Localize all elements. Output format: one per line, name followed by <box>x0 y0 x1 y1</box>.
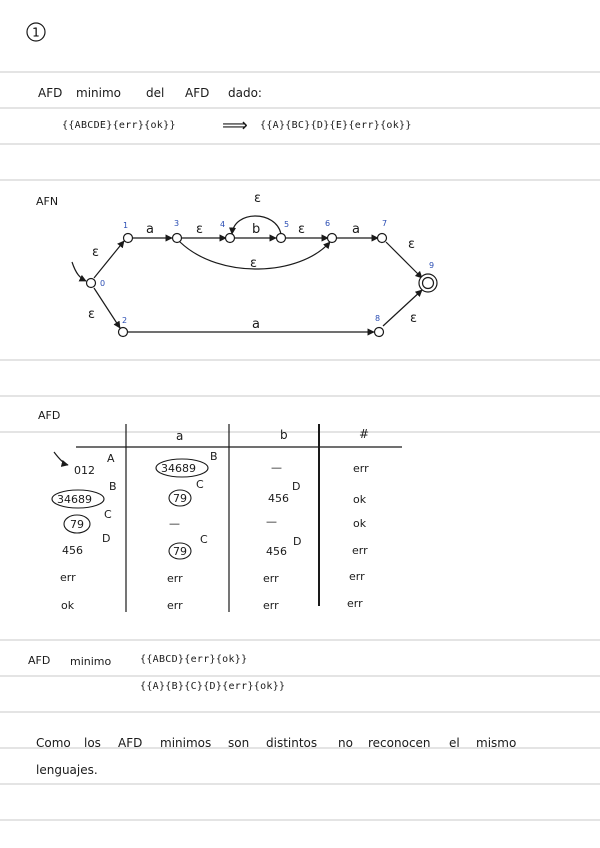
row0-a: 34689 <box>161 462 196 475</box>
heading-afd: AFD <box>38 86 63 100</box>
node-4 <box>226 234 235 243</box>
conclusion-word-4: minimos <box>160 736 212 750</box>
afd-start-arrow <box>54 452 68 465</box>
row2-name: C <box>104 508 112 521</box>
afd-label: AFD <box>38 409 61 422</box>
col-header-b: b <box>280 428 288 442</box>
node-8 <box>375 328 384 337</box>
row0-hash: err <box>353 462 369 475</box>
conclusion-line-2: lenguajes. <box>36 763 98 777</box>
state-num-5: 5 <box>284 220 290 229</box>
row1-state: 34689 <box>57 493 92 506</box>
row3-b: 456 <box>266 545 287 558</box>
label-e01: ε <box>92 245 100 260</box>
minimo-partition-1: {{ABCD}{err}{ok}} <box>140 654 248 665</box>
row0-name: A <box>107 452 115 465</box>
row3-b-name: D <box>293 535 302 548</box>
row4-state: err <box>60 571 76 584</box>
node-2 <box>119 328 128 337</box>
edge-7-9 <box>386 242 422 278</box>
label-a28: a <box>252 317 260 332</box>
row4-a: err <box>167 572 183 585</box>
state-num-3: 3 <box>174 219 180 228</box>
row1-a-name: C <box>196 478 204 491</box>
state-num-1: 1 <box>123 221 129 230</box>
label-b45: b <box>252 222 261 237</box>
row0-a-name: B <box>210 450 218 463</box>
label-e79: ε <box>408 237 416 252</box>
state-num-8: 8 <box>375 314 381 323</box>
row5-state: ok <box>61 599 75 612</box>
heading-minimo: minimo <box>76 86 121 100</box>
state-num-6: 6 <box>325 219 331 228</box>
conclusion-word-3: AFD <box>118 736 143 750</box>
row5-hash: err <box>347 597 363 610</box>
row5-a: err <box>167 599 183 612</box>
minimo-partition-2: {{A}{B}{C}{D}{err}{ok}} <box>140 681 286 692</box>
label-a67: a <box>352 222 360 237</box>
row4-b: err <box>263 572 279 585</box>
conclusion-word-5: son <box>228 736 250 750</box>
start-arrow <box>72 262 86 281</box>
state-num-9: 9 <box>429 261 435 270</box>
state-num-2: 2 <box>122 316 128 325</box>
afn-diagram <box>0 180 600 360</box>
afn-label: AFN <box>36 195 59 208</box>
state-num-0: 0 <box>100 279 106 288</box>
problem-number: 1 <box>32 25 40 40</box>
node-7 <box>378 234 387 243</box>
label-e89: ε <box>410 311 418 326</box>
row0-state: 012 <box>74 464 95 477</box>
row4-hash: err <box>349 570 365 583</box>
row0-b: — <box>271 461 282 474</box>
minimo-label-minimo: minimo <box>70 655 112 668</box>
afd-table <box>0 420 600 620</box>
col-header-a: a <box>176 429 184 443</box>
conclusion-word-1: Como <box>36 736 71 750</box>
row5-b: err <box>263 599 279 612</box>
conclusion-word-7: no <box>338 736 353 750</box>
row3-a: 79 <box>173 545 187 558</box>
row2-hash: ok <box>353 517 367 530</box>
node-9-inner <box>423 278 434 289</box>
label-e54-loop: ε <box>254 191 262 206</box>
state-num-7: 7 <box>382 219 388 228</box>
heading-del: del <box>146 86 165 100</box>
node-0 <box>87 279 96 288</box>
label-a13: a <box>146 222 154 237</box>
row2-a: — <box>169 517 180 530</box>
label-e34: ε <box>196 222 204 237</box>
label-e36-curve: ε <box>250 256 258 271</box>
node-1 <box>124 234 133 243</box>
row3-name: D <box>102 532 111 545</box>
row1-b-name: D <box>292 480 301 493</box>
row1-hash: ok <box>353 493 367 506</box>
row3-a-name: C <box>200 533 208 546</box>
conclusion-word-8: reconocen <box>368 736 431 750</box>
conclusion-word-9: el <box>449 736 460 750</box>
conclusion-word-10: mismo <box>476 736 517 750</box>
row3-hash: err <box>352 544 368 557</box>
row2-state: 79 <box>70 518 84 531</box>
row1-name: B <box>109 480 117 493</box>
row3-state: 456 <box>62 544 83 557</box>
label-e56: ε <box>298 222 306 237</box>
given-partition: {{ABCDE}{err}{ok}} <box>62 120 176 131</box>
refined-partition: {{A}{BC}{D}{E}{err}{ok}} <box>260 120 412 131</box>
conclusion-word-6: distintos <box>266 736 318 750</box>
minimo-label-afd: AFD <box>28 654 51 667</box>
label-e02: ε <box>88 307 96 322</box>
heading-dado: dado: <box>228 86 262 100</box>
problem-number-circle <box>24 20 48 44</box>
node-5 <box>277 234 286 243</box>
state-num-4: 4 <box>220 220 226 229</box>
row1-b: 456 <box>268 492 289 505</box>
edge-0-2 <box>94 288 120 328</box>
col-header-hash: # <box>359 427 370 441</box>
node-6 <box>328 234 337 243</box>
node-3 <box>173 234 182 243</box>
row1-a: 79 <box>173 492 187 505</box>
conclusion-word-2: los <box>84 736 101 750</box>
heading-afd2: AFD <box>185 86 210 100</box>
implies-arrow: ⟹ <box>222 115 248 136</box>
row2-b: — <box>266 515 277 528</box>
